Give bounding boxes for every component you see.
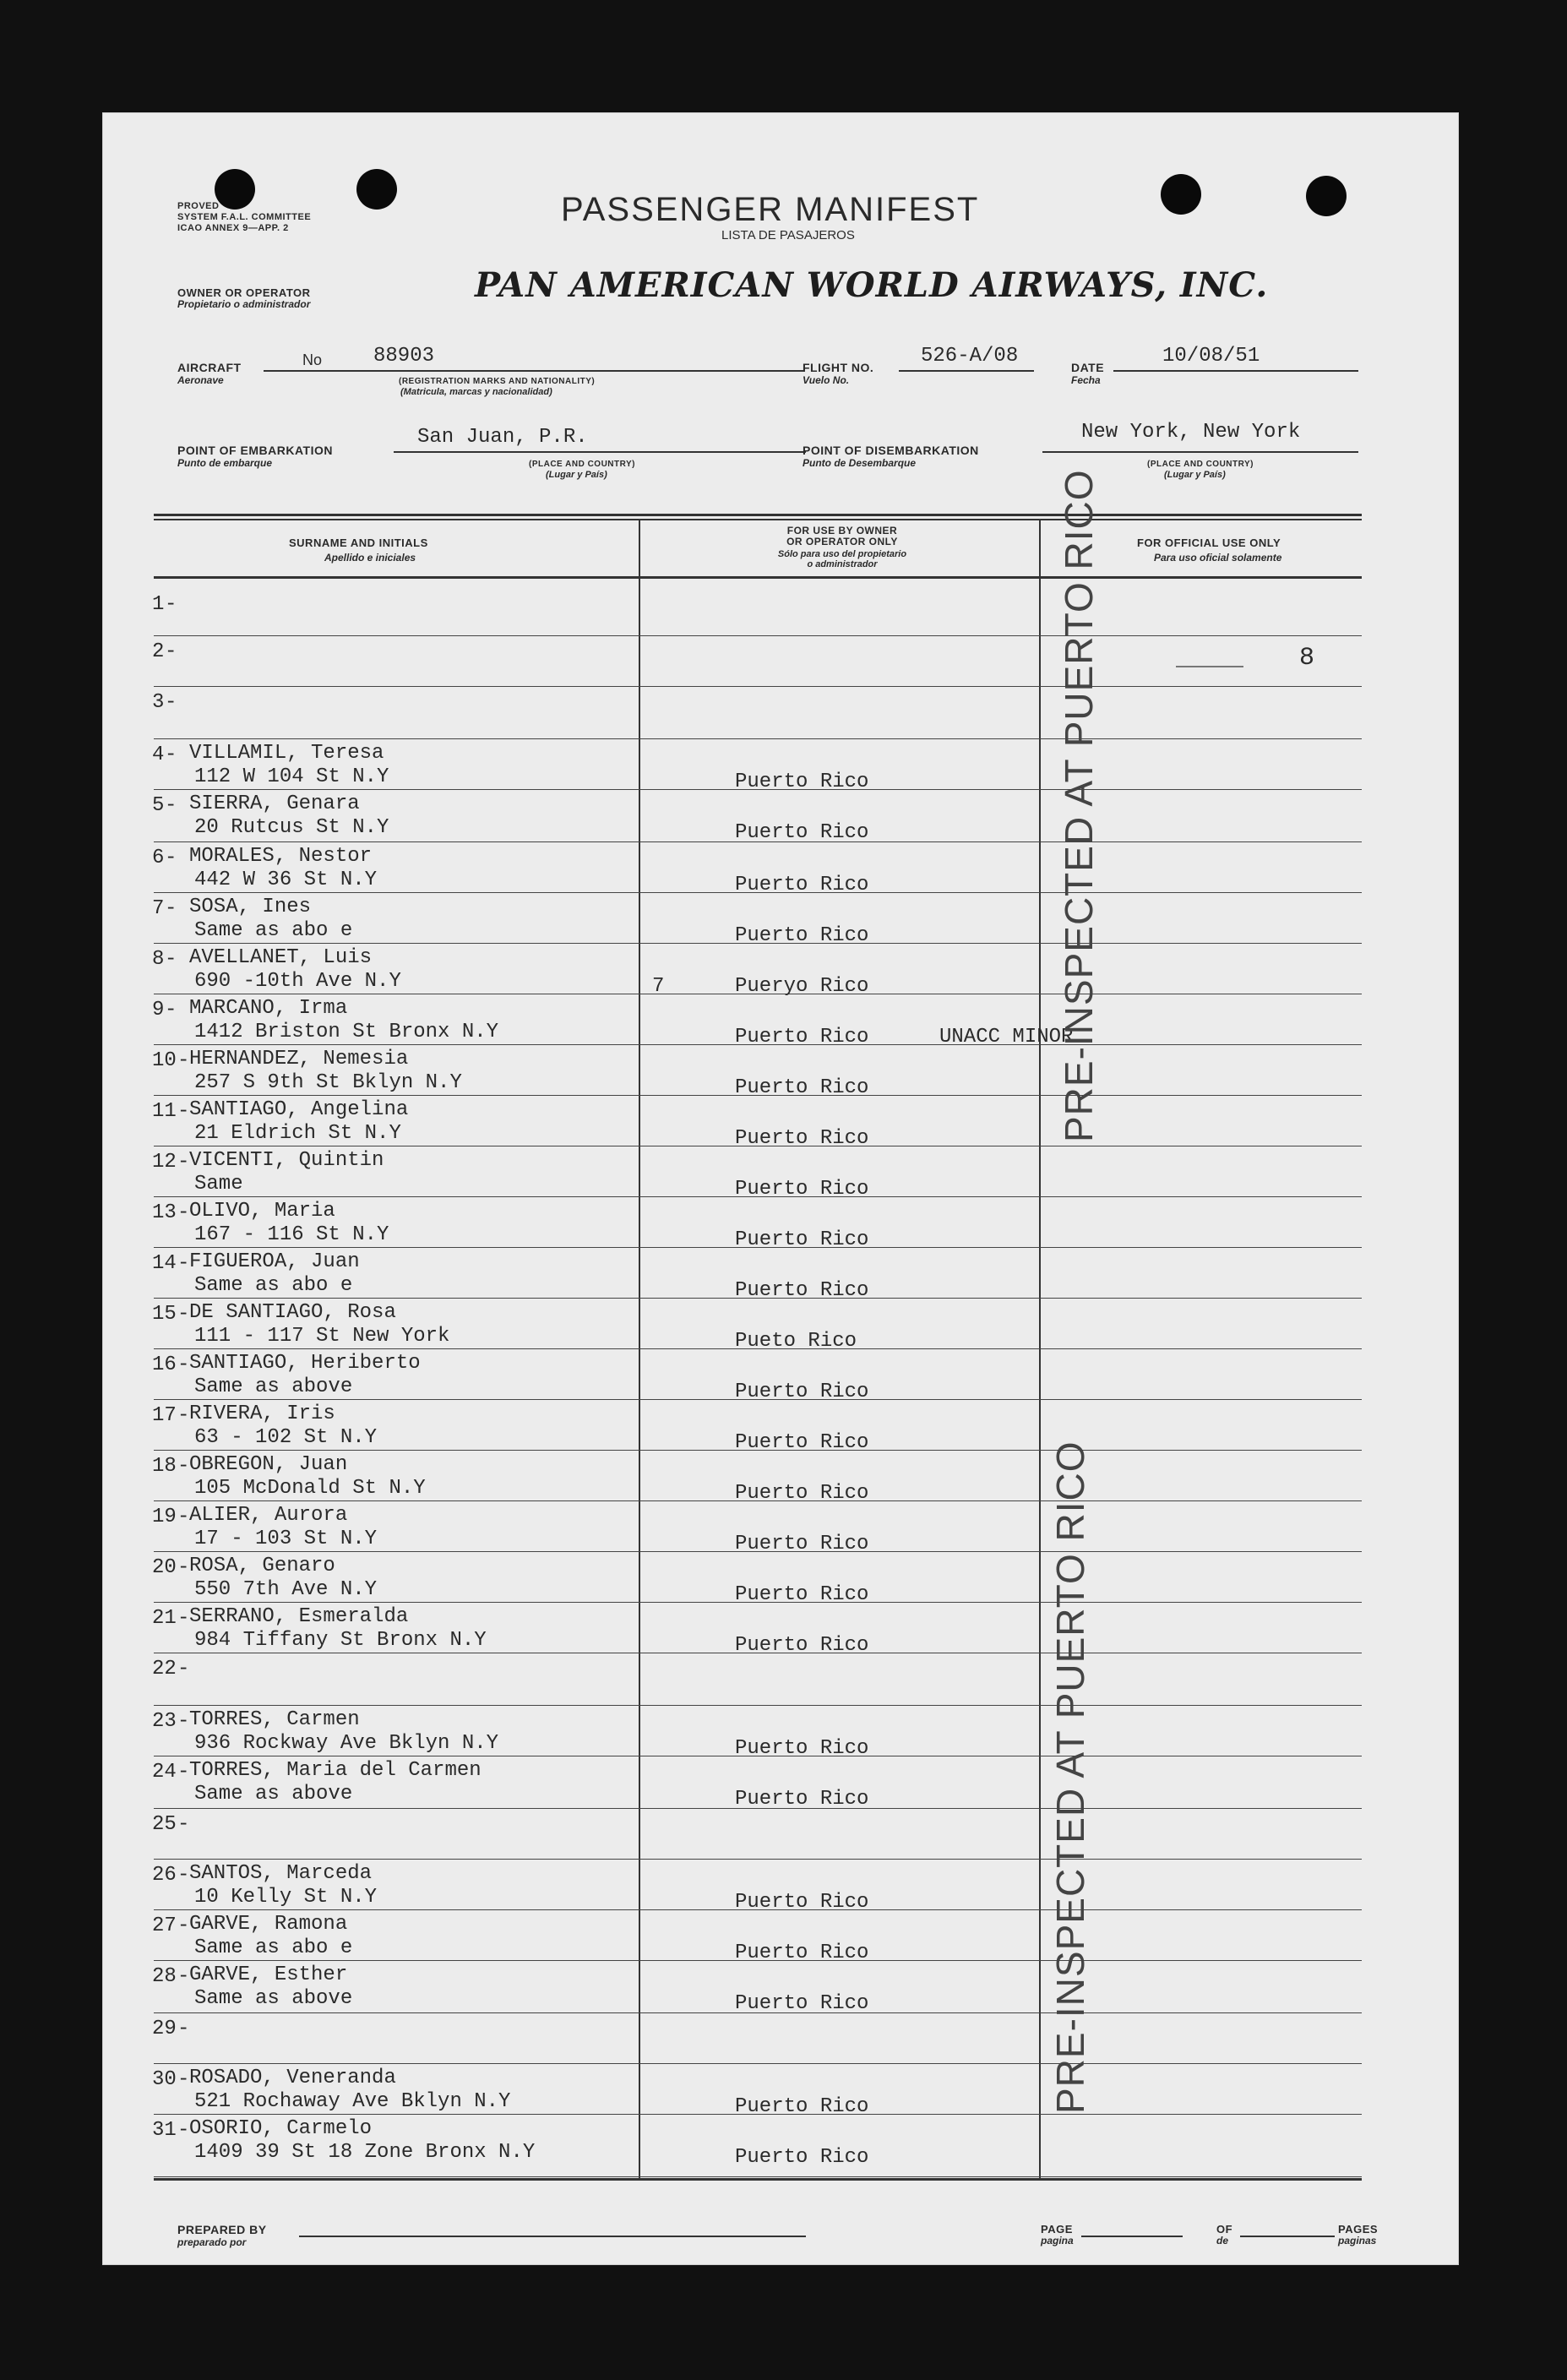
of-rule	[1240, 2236, 1335, 2237]
passenger-address: 111 - 117 St New York	[194, 1325, 450, 1348]
row-number: 7	[152, 897, 165, 920]
passenger-name: OLIVO, Maria	[189, 1200, 335, 1223]
passenger-note: 7	[652, 975, 665, 998]
passenger-address: 442 W 36 St N.Y	[194, 869, 378, 891]
column-header-owner	[745, 526, 939, 547]
row-number-dash: -	[165, 948, 177, 971]
column-header-owner-line: FOR USE BY OWNER	[786, 525, 898, 536]
approval-line: SYSTEM F.A.L. COMMITTEE	[177, 212, 312, 222]
embark-place-note: (PLACE AND COUNTRY)	[529, 460, 635, 469]
disembark-label: POINT OF DISEMBARKATION	[803, 444, 979, 457]
row-number: 4	[152, 743, 165, 766]
row-rule	[154, 2063, 1362, 2064]
passenger-address: 167 - 116 St N.Y	[194, 1223, 389, 1246]
passenger-address: Same	[194, 1173, 243, 1195]
row-number-dash: -	[165, 593, 177, 616]
passenger-address: 1409 39 St 18 Zone Bronx N.Y	[194, 2141, 536, 2164]
row-rule	[154, 686, 1362, 687]
row-number-dash: -	[177, 1404, 190, 1427]
official-mark: 8	[1299, 644, 1315, 673]
passenger-name: ALIER, Aurora	[189, 1504, 348, 1527]
passenger-origin: Puerto Rico	[735, 1788, 869, 1811]
table-top-rule-2	[154, 519, 1362, 520]
passenger-origin: Puerto Rico	[735, 2146, 869, 2169]
row-number-dash: -	[177, 2018, 190, 2040]
row-number: 29	[152, 2018, 177, 2040]
passenger-origin: Puerto Rico	[735, 1737, 869, 1760]
column-header-owner-es-line: o administrador	[807, 559, 878, 569]
passenger-origin: Puerto Rico	[735, 2095, 869, 2118]
row-number: 13	[152, 1201, 177, 1224]
passenger-name: VICENTI, Quintin	[189, 1149, 384, 1172]
row-number: 1	[152, 593, 165, 616]
passenger-address: Same as above	[194, 1987, 353, 2010]
row-number-dash: -	[177, 1556, 190, 1579]
punch-hole	[356, 169, 397, 210]
column-header-surname: SURNAME AND INITIALS	[289, 536, 428, 549]
passenger-name: HERNANDEZ, Nemesia	[189, 1048, 409, 1070]
row-rule	[154, 1705, 1362, 1706]
flight-label-es: Vuelo No.	[803, 374, 850, 386]
row-number-dash: -	[165, 691, 177, 714]
passenger-address: 521 Rochaway Ave Bklyn N.Y	[194, 2090, 511, 2113]
passenger-address: 10 Kelly St N.Y	[194, 1886, 378, 1909]
flight-rule	[899, 370, 1034, 372]
column-divider-1	[639, 519, 640, 2180]
page-title: PASSENGER MANIFEST	[561, 191, 980, 228]
passenger-address: Same as abo e	[194, 919, 353, 942]
row-number: 6	[152, 847, 165, 869]
passenger-name: TORRES, Carmen	[189, 1708, 360, 1731]
disembark-place-note-es: (Lugar y País)	[1164, 470, 1226, 480]
passenger-name: DE SANTIAGO, Rosa	[189, 1301, 396, 1324]
row-number: 21	[152, 1607, 177, 1630]
row-number-dash: -	[177, 1864, 190, 1887]
aircraft-number: 88903	[373, 345, 435, 368]
of-label: OF	[1216, 2223, 1233, 2236]
embark-place-note-es: (Lugar y País)	[546, 470, 607, 480]
row-number-dash: -	[165, 847, 177, 869]
flight-number: 526-A/08	[921, 345, 1019, 368]
column-header-surname-es: Apellido e iniciales	[324, 552, 416, 564]
row-number: 9	[152, 999, 165, 1021]
row-number: 8	[152, 948, 165, 971]
passenger-name: SOSA, Ines	[189, 896, 312, 918]
row-number: 22	[152, 1658, 177, 1680]
row-number-dash: -	[177, 1607, 190, 1630]
operator-name: PAN AMERICAN WORLD AIRWAYS, INC.	[475, 265, 1269, 305]
row-number: 28	[152, 1965, 177, 1988]
row-number-dash: -	[177, 1506, 190, 1528]
row-rule	[154, 635, 1362, 636]
row-number-dash: -	[177, 1049, 190, 1072]
row-number-dash: -	[177, 2068, 190, 2091]
flight-date: 10/08/51	[1162, 345, 1260, 368]
passenger-origin: Puerto Rico	[735, 1381, 869, 1403]
passenger-name: AVELLANET, Luis	[189, 946, 373, 969]
passenger-address: 63 - 102 St N.Y	[194, 1426, 378, 1449]
column-header-owner-line: OR OPERATOR ONLY	[786, 536, 898, 547]
table-top-rule	[154, 514, 1362, 516]
passenger-address: Same as above	[194, 1783, 353, 1805]
row-number-dash: -	[177, 1151, 190, 1174]
page-rule	[1081, 2236, 1183, 2237]
column-header-official-es: Para uso oficial solamente	[1154, 552, 1282, 564]
row-number: 12	[152, 1151, 177, 1174]
passenger-name: RIVERA, Iris	[189, 1402, 335, 1425]
registration-note: (REGISTRATION MARKS AND NATIONALITY)	[399, 377, 596, 386]
row-number-dash: -	[177, 1965, 190, 1988]
row-number: 15	[152, 1303, 177, 1326]
row-number: 14	[152, 1252, 177, 1275]
passenger-origin: Puerto Rico	[735, 1942, 869, 1964]
embark-label: POINT OF EMBARKATION	[177, 444, 333, 457]
column-header-official: FOR OFFICIAL USE ONLY	[1137, 536, 1281, 549]
passenger-origin: Puerto Rico	[735, 1279, 869, 1302]
passenger-origin: Puerto Rico	[735, 1076, 869, 1099]
row-rule	[154, 2176, 1362, 2177]
page-title-es: LISTA DE PASAJEROS	[721, 228, 855, 242]
approval-line: ICAO ANNEX 9—APP. 2	[177, 223, 289, 233]
passenger-address: 21 Eldrich St N.Y	[194, 1122, 401, 1145]
row-rule	[154, 738, 1362, 739]
pre-inspected-stamp: PRE-INSPECTED AT PUERTO RICO	[1057, 469, 1101, 1142]
row-number-dash: -	[177, 1303, 190, 1326]
owner-label: OWNER OR OPERATOR	[177, 286, 311, 299]
passenger-name: VILLAMIL, Teresa	[189, 742, 384, 765]
registration-note-es: (Matricula, marcas y nacionalidad)	[400, 387, 552, 397]
approval-line: PROVED	[177, 201, 220, 211]
passenger-note: UNACC MINOR	[939, 1026, 1074, 1048]
disembark-rule	[1042, 451, 1358, 453]
passenger-name: SANTIAGO, Angelina	[189, 1098, 409, 1121]
passenger-origin: Pueto Rico	[735, 1330, 857, 1353]
row-number: 26	[152, 1864, 177, 1887]
passenger-origin: Puerto Rico	[735, 1178, 869, 1201]
row-number-dash: -	[177, 1710, 190, 1733]
passenger-name: ROSA, Genaro	[189, 1555, 335, 1577]
passenger-address: Same as abo e	[194, 1936, 353, 1959]
row-number: 17	[152, 1404, 177, 1427]
row-number-dash: -	[177, 1761, 190, 1784]
passenger-name: SIERRA, Genara	[189, 792, 360, 815]
row-number: 11	[152, 1100, 177, 1123]
passenger-origin: Puerto Rico	[735, 1431, 869, 1454]
punch-hole	[1306, 176, 1347, 216]
official-mark-dash	[1176, 666, 1243, 667]
passenger-name: SANTOS, Marceda	[189, 1862, 373, 1885]
passenger-name: MORALES, Nestor	[189, 845, 373, 868]
row-number-dash: -	[177, 1201, 190, 1224]
passenger-address: 984 Tiffany St Bronx N.Y	[194, 1629, 487, 1652]
passenger-address: 112 W 104 St N.Y	[194, 765, 389, 788]
passenger-address: 690 -10th Ave N.Y	[194, 970, 401, 993]
manifest-page	[103, 113, 1458, 2264]
row-number-dash: -	[177, 1813, 190, 1836]
passenger-name: SANTIAGO, Heriberto	[189, 1352, 421, 1375]
embark-value: San Juan, P.R.	[417, 426, 588, 449]
passenger-name: OSORIO, Carmelo	[189, 2117, 373, 2140]
row-number: 25	[152, 1813, 177, 1836]
row-number-dash: -	[177, 1252, 190, 1275]
row-number-dash: -	[177, 1914, 190, 1937]
table-header-rule	[154, 576, 1362, 579]
passenger-address: 550 7th Ave N.Y	[194, 1578, 378, 1601]
passenger-name: FIGUEROA, Juan	[189, 1250, 360, 1273]
row-number-dash: -	[177, 1100, 190, 1123]
prepared-by-rule	[299, 2236, 806, 2237]
passenger-address: 1412 Briston St Bronx N.Y	[194, 1021, 499, 1043]
passenger-name: TORRES, Maria del Carmen	[189, 1759, 482, 1782]
row-number: 19	[152, 1506, 177, 1528]
aircraft-label-es: Aeronave	[177, 374, 224, 386]
row-number-dash: -	[165, 640, 177, 663]
date-label: DATE	[1071, 361, 1105, 374]
passenger-address: Same as above	[194, 1375, 353, 1398]
prepared-by-label-es: preparado por	[177, 2236, 247, 2248]
passenger-address: 105 McDonald St N.Y	[194, 1477, 426, 1500]
row-number: 23	[152, 1710, 177, 1733]
row-number: 31	[152, 2119, 177, 2142]
passenger-origin: Puerto Rico	[735, 1228, 869, 1251]
of-label-es: de	[1216, 2235, 1229, 2247]
row-number: 16	[152, 1353, 177, 1376]
passenger-address: 936 Rockway Ave Bklyn N.Y	[194, 1732, 499, 1755]
table-bottom-rule	[154, 2178, 1362, 2181]
row-number: 10	[152, 1049, 177, 1072]
passenger-name: GARVE, Ramona	[189, 1913, 348, 1936]
prepared-by-label: PREPARED BY	[177, 2223, 267, 2236]
passenger-address: 257 S 9th St Bklyn N.Y	[194, 1071, 462, 1094]
row-number-dash: -	[177, 2119, 190, 2142]
row-number: 27	[152, 1914, 177, 1937]
aircraft-no-prefix: No	[302, 351, 323, 368]
embark-rule	[394, 451, 806, 453]
row-number-dash: -	[165, 999, 177, 1021]
passenger-origin: Puerto Rico	[735, 1583, 869, 1606]
punch-hole	[1161, 174, 1201, 215]
passenger-name: MARCANO, Irma	[189, 997, 348, 1020]
passenger-name: ROSADO, Veneranda	[189, 2067, 396, 2089]
column-header-owner-es	[737, 549, 948, 569]
passenger-origin: Puerto Rico	[735, 1026, 869, 1048]
row-number-dash: -	[177, 1353, 190, 1376]
row-rule	[154, 1859, 1362, 1860]
passenger-origin: Puerto Rico	[735, 1992, 869, 2015]
date-rule	[1113, 370, 1358, 372]
passenger-name: SERRANO, Esmeralda	[189, 1605, 409, 1628]
page-label: PAGE	[1041, 2223, 1073, 2236]
passenger-origin: Puerto Rico	[735, 1127, 869, 1150]
passenger-name: GARVE, Esther	[189, 1963, 348, 1986]
aircraft-label: AIRCRAFT	[177, 361, 242, 374]
aircraft-rule	[264, 370, 804, 372]
page-label-es: pagina	[1041, 2235, 1074, 2247]
row-number-dash: -	[165, 743, 177, 766]
disembark-label-es: Punto de Desembarque	[803, 457, 917, 469]
embark-label-es: Punto de embarque	[177, 457, 273, 469]
passenger-origin: Puerto Rico	[735, 1482, 869, 1505]
disembark-value: New York, New York	[1081, 421, 1301, 444]
row-number: 18	[152, 1455, 177, 1478]
date-label-es: Fecha	[1071, 374, 1101, 386]
row-number: 20	[152, 1556, 177, 1579]
row-number: 5	[152, 794, 165, 817]
passenger-address: 17 - 103 St N.Y	[194, 1528, 378, 1550]
owner-label-es: Propietario o administrador	[177, 298, 311, 310]
flight-label: FLIGHT NO.	[803, 361, 874, 374]
row-number: 24	[152, 1761, 177, 1784]
pages-label: PAGES	[1338, 2223, 1379, 2236]
passenger-origin: Puerto Rico	[735, 874, 869, 896]
passenger-origin: Puerto Rico	[735, 1533, 869, 1555]
passenger-origin: Pueryo Rico	[735, 975, 869, 998]
approval-block	[177, 201, 311, 234]
row-number: 30	[152, 2068, 177, 2091]
disembark-place-note: (PLACE AND COUNTRY)	[1147, 460, 1254, 469]
row-number-dash: -	[165, 897, 177, 920]
pre-inspected-stamp: PRE-INSPECTED AT PUERTO RICO	[1048, 1441, 1092, 2114]
row-number: 3	[152, 691, 165, 714]
passenger-origin: Puerto Rico	[735, 771, 869, 793]
row-number: 2	[152, 640, 165, 663]
column-divider-2	[1039, 519, 1041, 2180]
passenger-name: OBREGON, Juan	[189, 1453, 348, 1476]
passenger-origin: Puerto Rico	[735, 821, 869, 844]
row-number-dash: -	[177, 1455, 190, 1478]
column-header-owner-es-line: Sólo para uso del propietario	[777, 549, 907, 559]
passenger-address: Same as abo e	[194, 1274, 353, 1297]
pages-label-es: paginas	[1338, 2235, 1377, 2247]
row-number-dash: -	[177, 1658, 190, 1680]
passenger-address: 20 Rutcus St N.Y	[194, 816, 389, 839]
row-number-dash: -	[165, 794, 177, 817]
passenger-origin: Puerto Rico	[735, 1891, 869, 1914]
passenger-origin: Puerto Rico	[735, 1634, 869, 1657]
passenger-origin: Puerto Rico	[735, 924, 869, 947]
